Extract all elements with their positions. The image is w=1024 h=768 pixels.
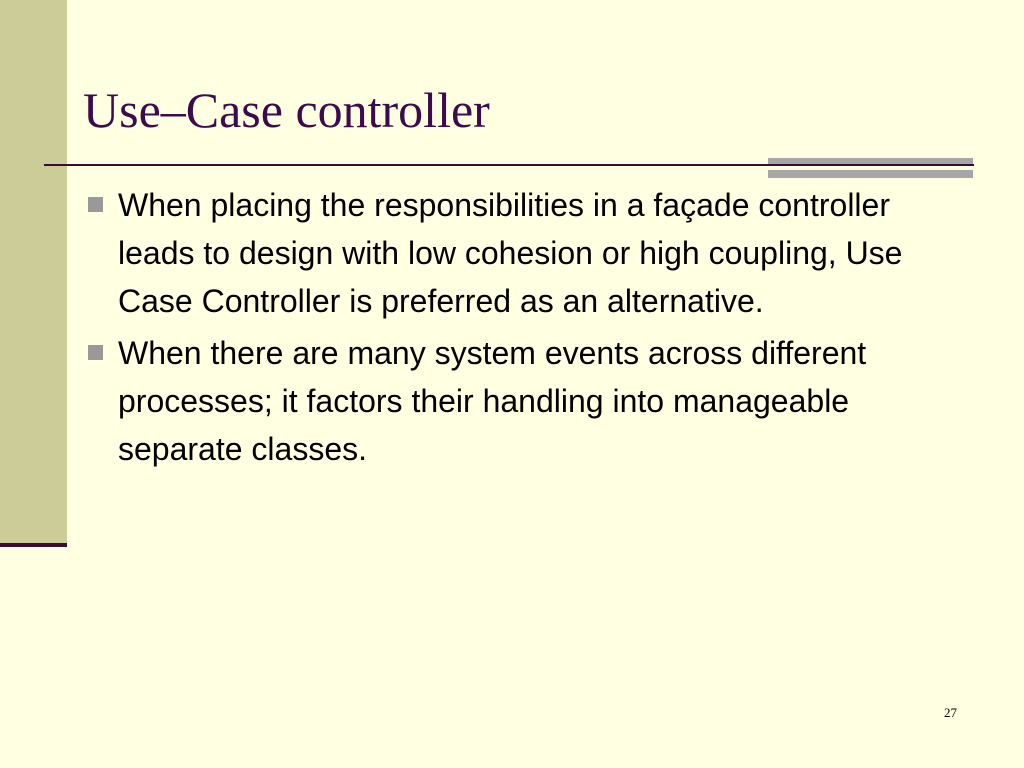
bullet-text: When there are many system events across different processes; it factors their handling into manageable separate classes. — [118, 335, 867, 467]
left-band-underline — [0, 543, 67, 547]
bullet-list — [86, 181, 926, 477]
square-bullet-icon — [88, 345, 103, 360]
square-bullet-icon — [88, 197, 103, 212]
slide-title: Use–Case controller — [83, 82, 490, 138]
title-accent-bar-lower — [768, 170, 973, 178]
title-divider — [44, 164, 974, 166]
bullet-text: When placing the responsibilities in a façade controller leads to design with low cohesion or high coupling, Use Case Controller is preferred as an alternative. — [118, 187, 903, 319]
bullet-item — [86, 329, 926, 473]
left-decorative-band — [0, 0, 67, 544]
title-accent-bar-upper — [768, 158, 973, 164]
page-number: 27 — [944, 705, 957, 720]
bullet-item — [86, 181, 926, 325]
